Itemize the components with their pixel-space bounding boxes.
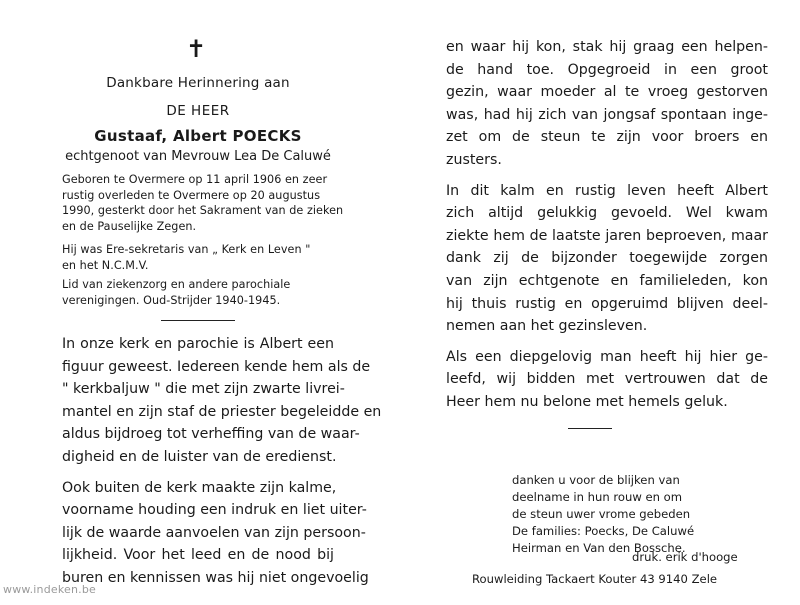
text-line: mantel en zijn staf de priester begeleidde en — [62, 403, 382, 420]
text-line: zet om de steun te zijn voor broers en — [446, 129, 768, 146]
text-line: dank zij de bijzonder toegewijde zorgen — [446, 250, 768, 267]
paragraph — [62, 477, 369, 590]
text-line: Lid van ziekenzorg en andere parochiale — [62, 278, 291, 291]
text-line: rustig overleden te Overmere op 20 augustus — [62, 188, 321, 202]
text-line: De families: Poecks, De Caluwé — [512, 524, 695, 538]
watermark: www.indeken.be — [3, 583, 97, 596]
birth-death-block — [62, 172, 344, 234]
cross-icon: ✝ — [185, 35, 207, 63]
text-line: zich altijd gelukkig gevoeld. Wel kwam — [446, 205, 768, 222]
text-line: was, had hij zich van jongsaf spontaan inge- — [446, 106, 768, 123]
printer-line: druk. erik d'hooge — [632, 550, 738, 564]
text-line: nemen aan het gezinsleven. — [446, 318, 648, 335]
text-line: digheid en de luister van de eredienst. — [62, 448, 337, 465]
text-line: voorname houding een indruk en liet uiter- — [62, 502, 367, 519]
text-line: 1990, gesterkt door het Sakrament van de zieken — [62, 204, 344, 217]
text-line: en het N.C.M.V. — [62, 258, 149, 272]
text-line: leefd, wij bidden met vertrouwen dat de — [446, 371, 768, 388]
text-line: ziekte hem de laatste jaren beproeven, maar — [446, 227, 768, 244]
paragraph — [446, 36, 768, 172]
intro-line: Dankbare Herinnering aan — [106, 75, 290, 91]
divider — [161, 320, 235, 321]
printer-info — [472, 546, 772, 590]
text-line: van zijn echtgenote en familieleden, kon — [446, 272, 768, 289]
text-line: deelname in hun rouw en om — [512, 490, 683, 504]
spouse-line: echtgenoot van Mevrouw Lea De Caluwé — [65, 149, 331, 164]
paragraph — [446, 346, 768, 414]
text-line: Hij was Ere-sekretaris van „ Kerk en Leven " — [62, 243, 311, 256]
deceased-name: Gustaaf, Albert POECKS — [94, 127, 302, 145]
text-line: Geboren te Overmere op 11 april 1906 en zeer — [62, 173, 328, 186]
left-column — [62, 35, 382, 590]
text-line: hij thuis rustig en opgeruimd blijven deel- — [446, 295, 768, 312]
text-line: gezin, waar moeder al te vroeg gestorven — [446, 84, 768, 101]
text-line: de steun uwer vrome gebeden — [512, 507, 691, 521]
text-line: zusters. — [446, 151, 502, 168]
text-line: figuur geweest. Iedereen kende hem als de — [62, 358, 371, 375]
role-block — [62, 242, 334, 273]
text-line: verenigingen. Oud-Strijder 1940-1945. — [62, 293, 281, 307]
text-line: Ook buiten de kerk maakte zijn kalme, — [62, 479, 337, 496]
paragraph — [446, 180, 768, 338]
right-body-text — [446, 36, 768, 414]
text-line: In onze kerk en parochie is Albert een — [62, 336, 334, 352]
title-line: DE HEER — [166, 103, 230, 119]
text-line: lijk de waarde aanvoelen van zijn persoon- — [62, 524, 366, 541]
text-line: Als een diepgelovig man heeft hij hier ge- — [446, 348, 768, 365]
funeral-home-line: Rouwleiding Tackaert Kouter 43 9140 Zele — [472, 572, 718, 586]
right-column — [446, 36, 768, 443]
text-line: danken u voor de blijken van — [512, 473, 680, 487]
membership-block — [62, 277, 334, 308]
text-line: en waar hij kon, stak hij graag een helpen- — [446, 39, 768, 55]
left-body-text — [62, 333, 382, 590]
thanks-block — [512, 472, 762, 557]
text-line: de hand toe. Opgegroeid in een groot — [446, 61, 768, 78]
text-line: Heer hem nu belone met hemels geluk. — [446, 393, 728, 410]
text-line: Heirman en Van den Bossche. — [512, 541, 686, 555]
divider — [568, 428, 612, 429]
text-line: en de Pauselijke Zegen. — [62, 219, 197, 233]
text-line: buren en kennissen was hij niet ongevoelig — [62, 569, 369, 586]
text-line: " kerkbaljuw " die met zijn zwarte livrei- — [62, 381, 345, 398]
text-line: aldus bijdroeg tot verheffing van de waar- — [62, 426, 360, 443]
text-line: In dit kalm en rustig leven heeft Albert — [446, 182, 768, 199]
text-line: lijkheid. Voor het leed en de nood bij — [62, 547, 334, 564]
paragraph — [62, 333, 382, 469]
